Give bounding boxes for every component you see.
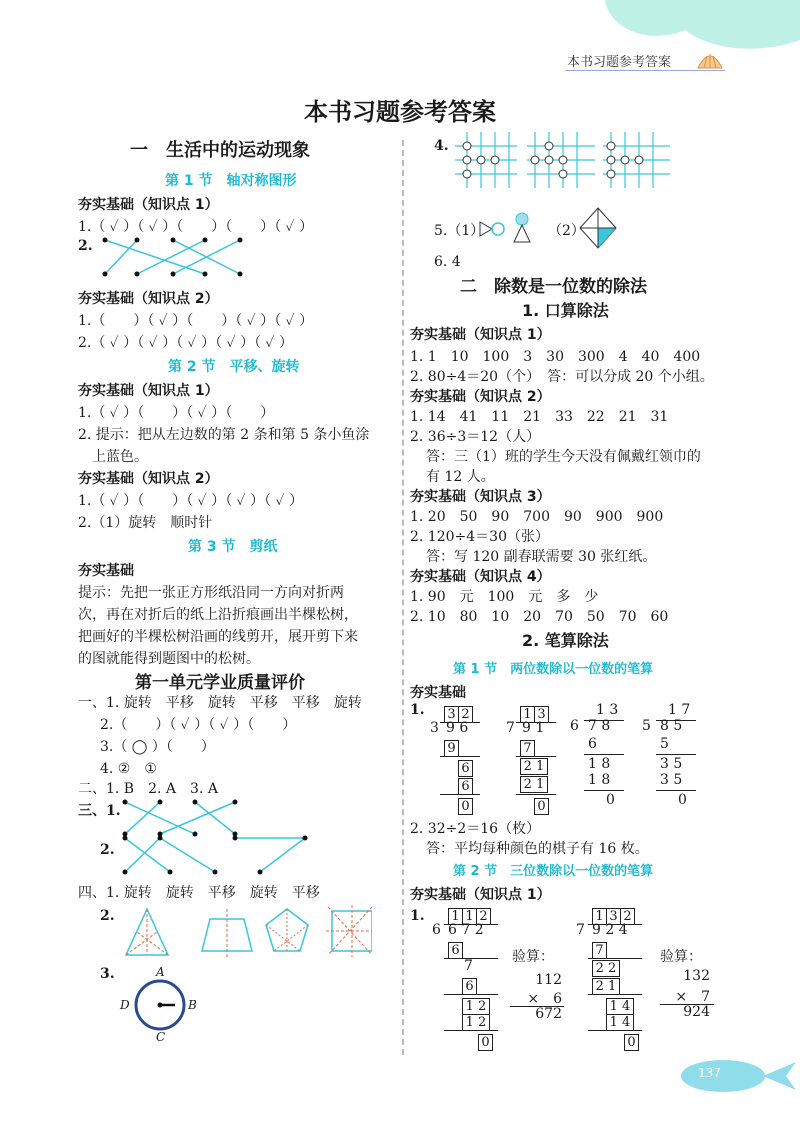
sec3-text-1: 提示：先把一张正方形纸沿同一方向对折两: [78, 585, 344, 601]
e3-2: 2.: [100, 842, 115, 858]
clock-label-d: D: [120, 998, 130, 1012]
divisor: 6: [570, 718, 579, 734]
clock-label-a: A: [156, 965, 165, 979]
e2: 二、1. B 2. A 3. A: [78, 781, 218, 797]
s2-k: 夯实基础: [410, 685, 466, 701]
quotient-digit: 3: [534, 706, 549, 723]
clock-label-b: B: [188, 998, 197, 1012]
matching-lines-2: [110, 798, 250, 838]
page-number: 137: [698, 1066, 721, 1080]
step-box: 0: [534, 798, 549, 815]
step-box: 0: [458, 798, 473, 815]
quotient: 1 7: [668, 702, 691, 718]
check-label-2: 验算：: [660, 949, 702, 965]
divisor: 7: [576, 922, 585, 938]
sec2-k2: 夯实基础（知识点 2）: [78, 471, 219, 487]
step: 6: [588, 736, 597, 752]
mul2-factor: × 7: [675, 989, 710, 1005]
step: 1 8: [588, 756, 611, 772]
check-label-1: 验算：: [512, 949, 554, 965]
k3: 夯实基础（知识点 3）: [410, 489, 551, 505]
dividend: 9 1: [522, 720, 545, 736]
sec2-k1: 夯实基础（知识点 1）: [78, 383, 219, 399]
column-divider: [402, 140, 404, 1055]
e4-1: 四、1. 旋转 旋转 平移 旋转 平移: [78, 885, 320, 901]
step-box: 2 2: [592, 960, 620, 977]
e3-1: 三、1.: [78, 803, 121, 819]
quotient: 1 3: [596, 702, 619, 718]
s2-title: 2. 笔算除法: [522, 631, 609, 650]
sec1-k2: 夯实基础（知识点 2）: [78, 291, 219, 307]
k4: 夯实基础（知识点 4）: [410, 569, 551, 585]
s2-q2a: 答：平均每种颜色的棋子有 16 枚。: [426, 841, 649, 857]
unit2-title: 二 除数是一位数的除法: [460, 277, 647, 297]
sec2-k1-q2a: 2. 提示：把从左边数的第 2 条和第 5 条小鱼涂: [78, 427, 370, 443]
e1-q1: 一、1. 旋转 平移 旋转 平移 平移 旋转: [78, 695, 362, 711]
matching-lines-1: [95, 236, 255, 280]
kite-shape: [578, 206, 618, 250]
divisor: 3: [430, 720, 439, 736]
step-box: 7: [592, 942, 607, 959]
quotient-digit: 2: [620, 908, 635, 925]
step: 0: [678, 792, 687, 808]
sec3-text-3: 把画好的半棵松树沿画的线剪开，展开剪下来: [78, 629, 358, 645]
mul1-top: 112: [535, 972, 562, 988]
step-box: 2 1: [592, 978, 620, 995]
k2-q2a: 答：三（1）班的学生今天没有佩戴红领巾的: [426, 449, 701, 465]
q4: 4.: [434, 138, 449, 154]
k4-q2: 2. 10 80 10 20 70 50 70 60: [410, 609, 669, 625]
sec1-title: 第 1 节 轴对称图形: [165, 173, 297, 189]
dividend: 6 7 2: [448, 922, 484, 938]
sec2-k2-q2: 2.（1）旋转 顺时针: [78, 515, 213, 531]
divisor: 5: [642, 718, 651, 734]
quotient-digit: 1: [462, 908, 477, 925]
step-box: 1 4: [606, 998, 634, 1015]
dividend: 8 5: [660, 718, 683, 734]
k2-q2b: 有 12 人。: [426, 469, 495, 485]
sec2-k1-q1: 1.（ ✓ ）（ ）（ ✓ ）（ ）: [78, 405, 275, 421]
step: 0: [606, 792, 615, 808]
quotient-digit: 1: [592, 908, 607, 925]
k1: 夯实基础（知识点 1）: [410, 327, 551, 343]
step-box: 0: [478, 1034, 493, 1051]
k1-q2: 2. 80÷4＝20（个） 答：可以分成 20 个小组。: [410, 369, 714, 385]
e1-q2: 2.（ ）（ ✓ ）（ ✓ ）（ ）: [100, 717, 297, 733]
s1-title: 1. 口算除法: [522, 301, 609, 320]
step-box: 2 1: [520, 758, 548, 775]
mul2-result: 924: [683, 1004, 710, 1020]
mul2-top: 132: [683, 968, 710, 984]
sec3-k: 夯实基础: [78, 563, 134, 579]
k4-q1: 1. 90 元 100 元 多 少: [410, 589, 599, 605]
k3-q2a: 答：写 120 副春联需要 30 张红纸。: [426, 549, 657, 565]
step-box: 1 2: [462, 1014, 490, 1031]
step: 3 5: [660, 756, 683, 772]
eval-title: 第一单元学业质量评价: [135, 673, 305, 693]
header-rule: [565, 70, 725, 71]
quotient-digit: 3: [444, 706, 459, 723]
step-box: 6: [458, 760, 473, 777]
step-box: 2 1: [520, 776, 548, 793]
s2-k1: 夯实基础（知识点 1）: [410, 887, 551, 903]
dividend: 9 6: [446, 720, 469, 736]
sec3-text-2: 次，再在对折后的纸上沿折痕画出半棵松树，: [78, 607, 358, 623]
step-box: 7: [520, 740, 535, 757]
quotient-digit: 1: [520, 706, 535, 723]
mul1-factor: × 6: [527, 991, 562, 1007]
k3-q1: 1. 20 50 90 700 90 900 900: [410, 509, 664, 525]
s2-sec2: 第 2 节 三位数除以一位数的笔算: [453, 864, 654, 879]
sec1-k1-q1: 1.（ ✓ ）（ ✓ ）（ ）（ ）（ ✓ ）: [78, 219, 314, 235]
s2-q2: 2. 32÷2＝16（枚）: [410, 821, 541, 837]
quotient-digit: 2: [458, 706, 473, 723]
e1-q3: 3.（ ◯ ）（ ）: [100, 739, 215, 755]
sec3-title: 第 3 节 剪纸: [188, 539, 278, 555]
unit1-title: 一 生活中的运动现象: [130, 140, 310, 161]
k2-q2: 2. 36÷3＝12（人）: [410, 429, 541, 445]
symmetry-shapes: [122, 905, 372, 960]
sec2-k1-q2b: 上蓝色。: [92, 449, 148, 465]
step-box: 0: [624, 1034, 639, 1051]
step-box: 1 4: [606, 1014, 634, 1031]
sec1-k2-q1: 1.（ ）（ ✓ ）（ ）（ ✓ ）（ ✓ ）: [78, 313, 314, 329]
k2: 夯实基础（知识点 2）: [410, 389, 551, 405]
step-box: 6: [448, 942, 463, 959]
dividend: 9 2 4: [592, 922, 628, 938]
step: 5: [660, 736, 669, 752]
q5b: （2）: [548, 223, 585, 239]
e1-q4: 4. ② ①: [100, 761, 157, 777]
e4-2: 2.: [100, 908, 115, 924]
page-number-fish: [678, 1056, 800, 1096]
quotient-digit: 1: [448, 908, 463, 925]
header-tag: 本书习题参考答案: [567, 55, 672, 70]
s2-sec1: 第 1 节 两位数除以一位数的笔算: [453, 662, 654, 677]
sec1-k1-q2: 2.: [78, 238, 93, 254]
step-box: 6: [458, 778, 473, 795]
step-box: 1 2: [462, 998, 490, 1015]
k1-q1: 1. 1 10 100 3 30 300 4 40 400: [410, 349, 701, 365]
divisor: 7: [506, 720, 515, 736]
s2-q1: 1.: [410, 702, 425, 718]
page-title: 本书习题参考答案: [304, 98, 496, 126]
mul1-result: 672: [535, 1006, 562, 1022]
step: 1 8: [588, 772, 611, 788]
s2-k1-q1: 1.: [410, 908, 425, 924]
sec1-k1: 夯实基础（知识点 1）: [78, 197, 219, 213]
step-box: 9: [444, 740, 459, 757]
quotient-digit: 2: [476, 908, 491, 925]
k3-q2: 2. 120÷4＝30（张）: [410, 529, 549, 545]
sec2-k2-q1: 1.（ ✓ ）（ ）（ ✓ ）（ ✓ ）（ ✓ ）: [78, 493, 304, 509]
k2-q1: 1. 14 41 11 21 33 22 21 31: [410, 409, 669, 425]
clock-label-c: C: [156, 1030, 166, 1044]
sec2-title: 第 2 节 平移、旋转: [168, 359, 300, 375]
step: 7: [464, 958, 473, 974]
sec3-text-4: 的图就能得到题图中的松树。: [78, 651, 260, 667]
matching-lines-3: [110, 834, 310, 878]
dividend: 7 8: [588, 718, 611, 734]
sec1-k2-q2: 2.（ ✓ ）（ ✓ ）（ ✓ ）（ ✓ ）（ ✓ ）: [78, 335, 294, 351]
quotient-digit: 3: [606, 908, 621, 925]
shell-icon: [695, 50, 725, 70]
step: 3 5: [660, 772, 683, 788]
step-box: 6: [462, 978, 477, 995]
shapes-q5-1: [478, 212, 538, 246]
q5: 5.（1）: [434, 223, 485, 239]
q6: 6. 4: [434, 254, 461, 270]
e4-3: 3.: [100, 966, 115, 982]
divisor: 6: [432, 922, 441, 938]
dot-grids: [455, 132, 680, 190]
